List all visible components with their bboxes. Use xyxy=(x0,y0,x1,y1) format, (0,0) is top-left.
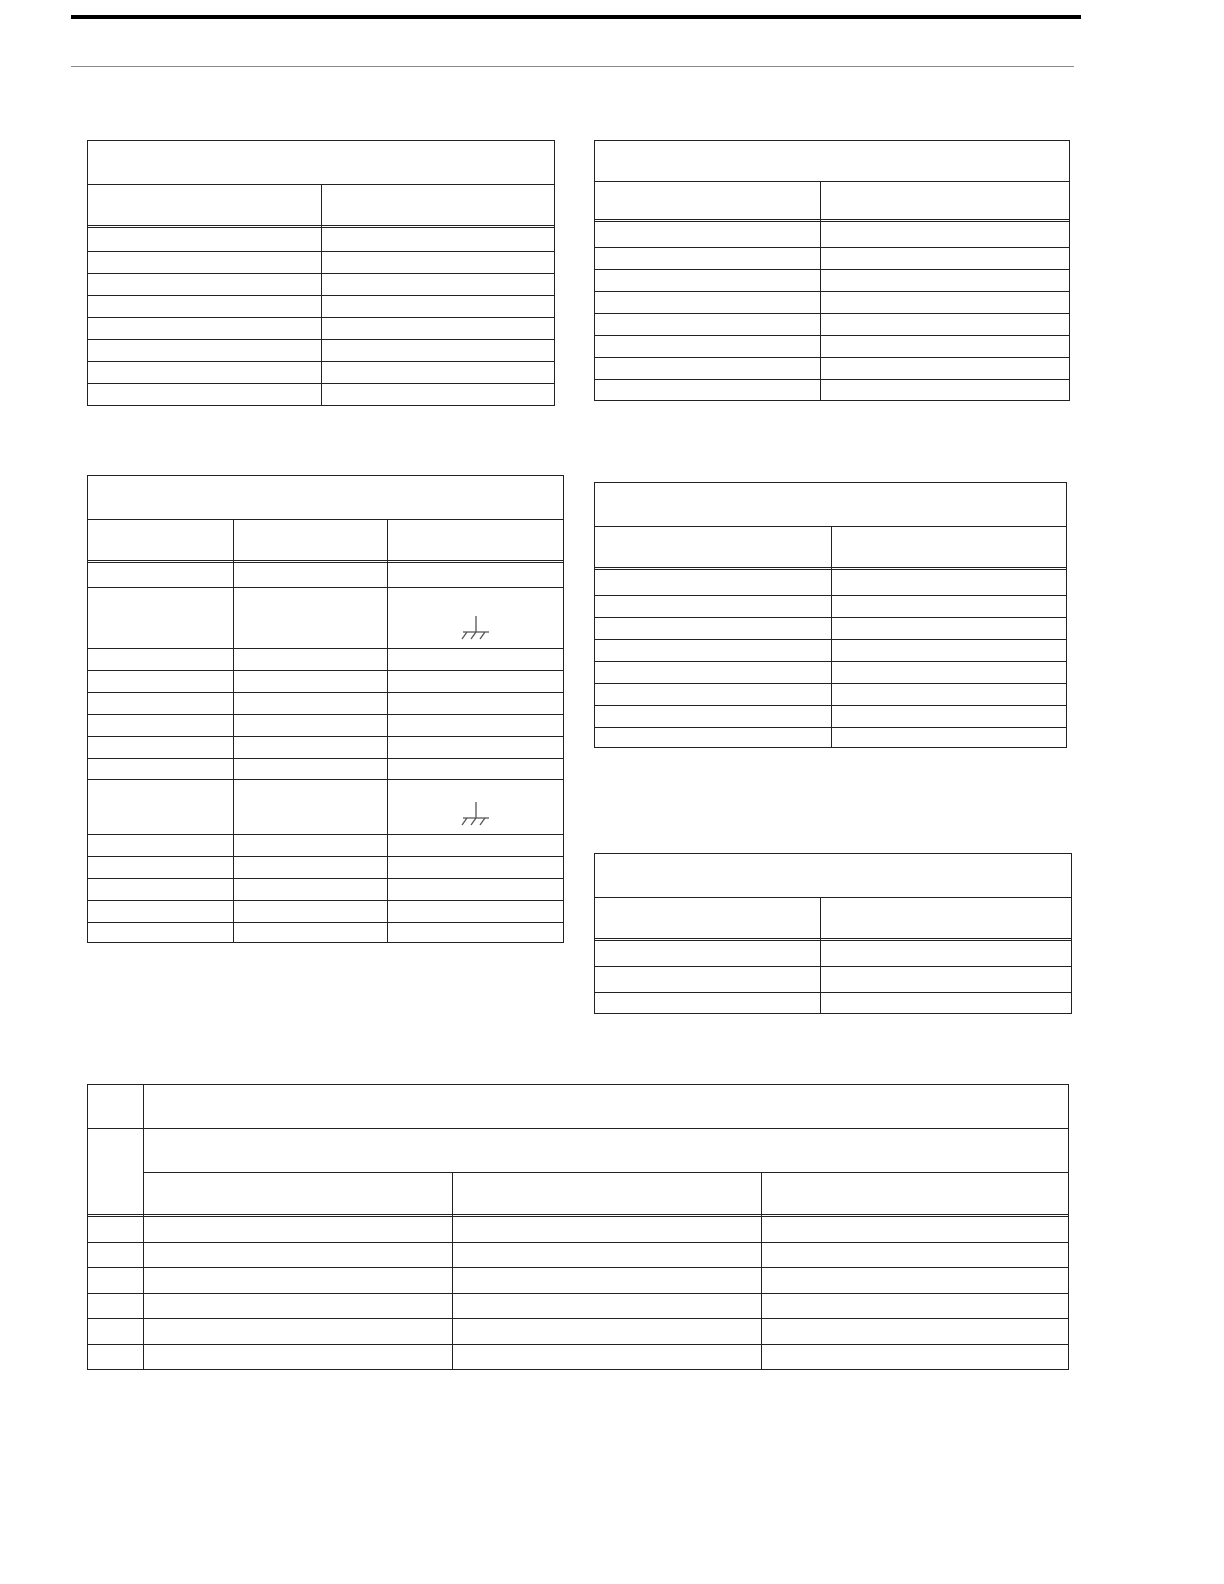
table-row xyxy=(88,1243,1068,1268)
table-row xyxy=(595,270,1069,292)
table-f-title xyxy=(88,1085,1068,1129)
table-row xyxy=(595,942,1071,967)
table-e-title xyxy=(595,854,1071,898)
table-row xyxy=(595,292,1069,314)
table-f-header xyxy=(88,1173,1068,1217)
column-divider xyxy=(321,185,322,405)
table-row xyxy=(88,588,563,649)
table-d-title xyxy=(595,483,1066,527)
table-row xyxy=(595,314,1069,336)
table-row xyxy=(595,993,1071,1014)
table-f-header-cell xyxy=(453,1173,761,1214)
table-f-header-cell xyxy=(762,1173,1068,1214)
table-b-header xyxy=(595,182,1069,222)
column-divider xyxy=(452,1173,453,1369)
table-row xyxy=(88,780,563,835)
table-row xyxy=(88,1319,1068,1345)
table-row xyxy=(88,879,563,901)
table-a xyxy=(87,140,555,406)
column-divider xyxy=(820,182,821,400)
table-row xyxy=(88,901,563,923)
table-row xyxy=(88,1218,1068,1243)
table-c-header-cell xyxy=(388,520,563,560)
column-divider xyxy=(233,520,234,942)
table-c-header-cell xyxy=(234,520,387,560)
table-f xyxy=(87,1084,1069,1370)
table-row xyxy=(88,693,563,715)
table-d-header-cell xyxy=(595,527,831,567)
table-row xyxy=(88,737,563,759)
table-row xyxy=(88,1268,1068,1294)
table-row xyxy=(88,923,563,943)
table-f-header-left-gap xyxy=(88,1214,143,1217)
table-c-title xyxy=(88,476,563,520)
table-row xyxy=(88,715,563,737)
table-e xyxy=(594,853,1072,1014)
table-c xyxy=(87,475,564,943)
table-row xyxy=(88,1345,1068,1370)
table-row xyxy=(595,358,1069,380)
table-row xyxy=(595,223,1069,248)
table-row xyxy=(88,671,563,693)
table-b-header-cell xyxy=(821,182,1069,219)
column-divider xyxy=(761,1173,762,1369)
header-rule-thin xyxy=(71,66,1074,67)
table-row xyxy=(88,1294,1068,1319)
table-row xyxy=(88,564,563,588)
table-b-title xyxy=(595,141,1069,182)
column-divider xyxy=(831,527,832,747)
column-divider xyxy=(820,898,821,1013)
table-row xyxy=(595,967,1071,993)
table-a-header-cell xyxy=(322,185,554,225)
table-row xyxy=(88,857,563,879)
table-row xyxy=(595,248,1069,270)
table-e-header-cell xyxy=(595,898,820,938)
table-row xyxy=(88,835,563,857)
table-f-subtitle xyxy=(144,1129,1068,1173)
table-e-header xyxy=(595,898,1071,941)
table-e-header-cell xyxy=(821,898,1071,938)
table-d xyxy=(594,482,1067,748)
table-a-header-cell xyxy=(88,185,321,225)
table-c-header xyxy=(88,520,563,563)
table-row xyxy=(595,380,1069,401)
ground-symbol-icon xyxy=(458,614,494,646)
table-b-header-cell xyxy=(595,182,820,219)
table-f-header-cell xyxy=(144,1173,452,1214)
ground-symbol-icon xyxy=(458,800,494,832)
table-c-header-cell xyxy=(88,520,233,560)
header-rule-thick xyxy=(71,15,1081,19)
table-a-title xyxy=(88,141,554,185)
table-b xyxy=(594,140,1070,401)
table-row xyxy=(88,759,563,780)
table-row xyxy=(595,336,1069,358)
table-row xyxy=(88,649,563,671)
column-divider xyxy=(387,520,388,942)
table-d-header-cell xyxy=(832,527,1066,567)
